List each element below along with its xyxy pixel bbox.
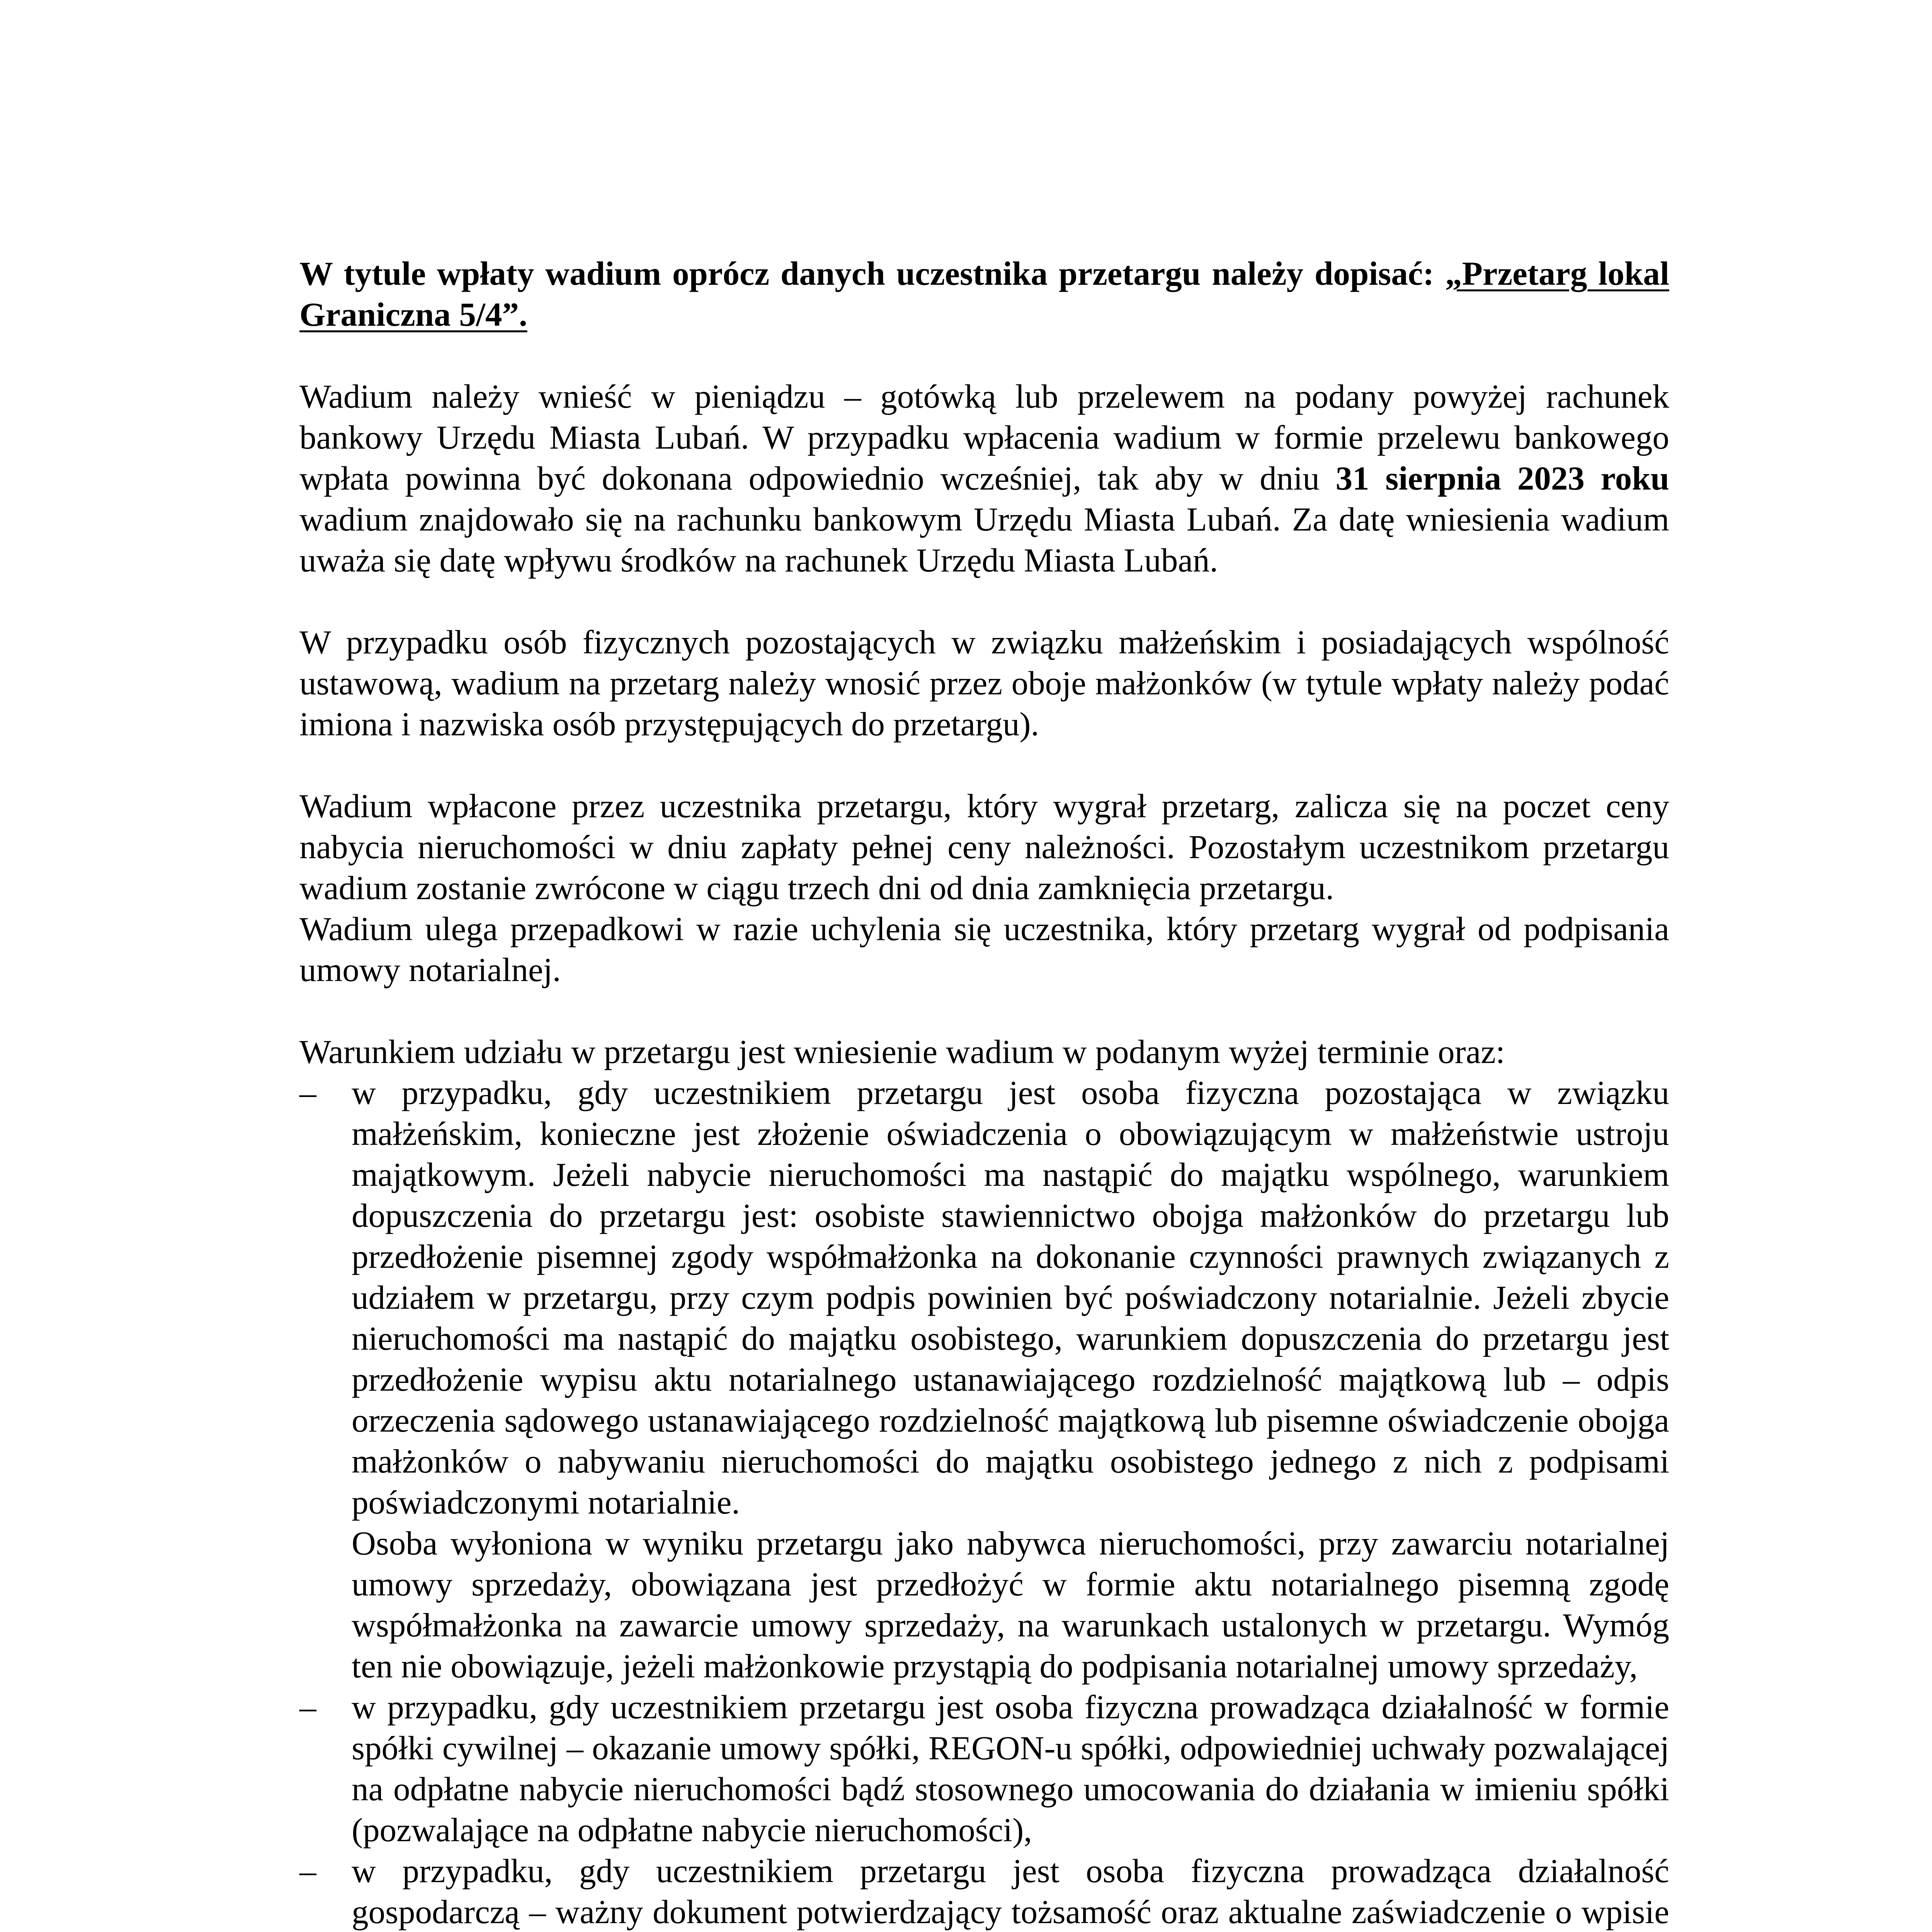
- paragraph-deposit-payment-part2: wadium znajdowało się na rachunku bankowym Urzędu Miasta Lubań. Za datę wniesienia wadium uważa się datę wpływu środków na rachunek Urzędu Miasta Lubań.: [299, 500, 1669, 579]
- paragraph-deposit-payment: [299, 376, 1669, 581]
- paragraph-deposit-forfeit: Wadium ulega przepadkowi w razie uchylenia się uczestnika, który przetarg wygrał od podpisania umowy notarialnej.: [299, 910, 1669, 988]
- dash-bullet: –: [299, 1852, 316, 1889]
- list-item: [299, 1687, 1669, 1850]
- dash-bullet: –: [299, 1688, 316, 1726]
- dash-bullet: –: [299, 1074, 316, 1111]
- conditions-list: [299, 1072, 1669, 1932]
- paragraph-participation-conditions: Warunkiem udziału w przetargu jest wniesienie wadium w podanym wyżej terminie oraz:: [299, 1033, 1505, 1070]
- paragraph-deposit-payment-part1: Wadium należy wnieść w pieniądzu – gotówką lub przelewem na podany powyżej rachunek bankowy Urzędu Miasta Lubań. W przypadku wpłacenia wadium w formie przelewu bankowego wpłata powinna być dokonana odpowiednio wcześniej, tak aby w dniu: [299, 378, 1669, 497]
- condition-married-person-note: Osoba wyłoniona w wyniku przetargu jako nabywca nieruchomości, przy zawarciu notarialnej umowy sprzedaży, obowiązana jest przedłożyć w formie aktu notarialnego pisemną zgodę współmałżonka na zawarcie umowy sprzedaży, na warunkach ustalonych w przetargu. Wymóg ten nie obowiązuje, jeżeli małżonkowie przystąpią do podpisania notarialnej umowy sprzedaży,: [352, 1524, 1669, 1685]
- payment-title-heading: [299, 253, 1669, 335]
- list-item: [299, 1072, 1669, 1687]
- condition-married-person: w przypadku, gdy uczestnikiem przetargu jest osoba fizyczna pozostająca w związku małżeńskim, konieczne jest złożenie oświadczenia o obowiązującym w małżeństwie ustroju majątkowym. Jeżeli nabycie nieruchomości ma nastąpić do majątku wspólnego, warunkiem dopuszczenia do przetargu jest: osobiste stawiennictwo obojga małżonków do przetargu lub przedłożenie pisemnej zgody współmałżonka na dokonanie czynności prawnych związanych z udziałem w przetargu, przy czym podpis powinien być poświadczony notarialnie. Jeżeli zbycie nieruchomości ma nastąpić do majątku osobistego, warunkiem dopuszczenia do przetargu jest przedłożenie wypisu aktu notarialnego ustanawiającego rozdzielność majątkową lub – odpis orzeczenia sądowego ustanawiającego rozdzielność majątkową lub pisemne oświadczenie obojga małżonków o nabywaniu nieruchomości do majątku osobistego jednego z nich z podpisami poświadczonymi notarialnie.: [352, 1074, 1669, 1521]
- paragraph-deposit-return: Wadium wpłacone przez uczestnika przetargu, który wygrał przetarg, zalicza się na poczet ceny nabycia nieruchomości w dniu zapłaty pełnej ceny należności. Pozostałym uczestnikom przetargu wadium zostanie zwrócone w ciągu trzech dni od dnia zamknięcia przetargu.: [299, 787, 1669, 906]
- page-content: [299, 253, 1669, 1932]
- condition-civil-partnership: w przypadku, gdy uczestnikiem przetargu jest osoba fizyczna prowadząca działalność w formie spółki cywilnej – okazanie umowy spółki, REGON-u spółki, odpowiedniej uchwały pozwalającej na odpłatne nabycie nieruchomości bądź stosownego umocowania do działania w imieniu spółki (pozwalające na odpłatne nabycie nieruchomości),: [352, 1688, 1669, 1849]
- heading-quoted-title: „Przetarg lokal Graniczna 5/4”.: [299, 255, 1669, 333]
- list-item: [299, 1850, 1669, 1932]
- heading-prefix: W tytule wpłaty wadium oprócz danych uczestnika przetargu należy dopisać:: [299, 255, 1446, 292]
- deposit-deadline-date: 31 sierpnia 2023 roku: [1335, 459, 1669, 497]
- condition-sole-trader: w przypadku, gdy uczestnikiem przetargu jest osoba fizyczna prowadząca działalność gospodarczą – ważny dokument potwierdzający tożsamość oraz aktualne zaświadczenie o wpisie: [352, 1852, 1669, 1930]
- paragraph-married-persons: W przypadku osób fizycznych pozostających w związku małżeńskim i posiadających wspólność ustawową, wadium na przetarg należy wnosić przez oboje małżonków (w tytule wpłaty należy podać imiona i nazwiska osób przystępujących do przetargu).: [299, 623, 1669, 743]
